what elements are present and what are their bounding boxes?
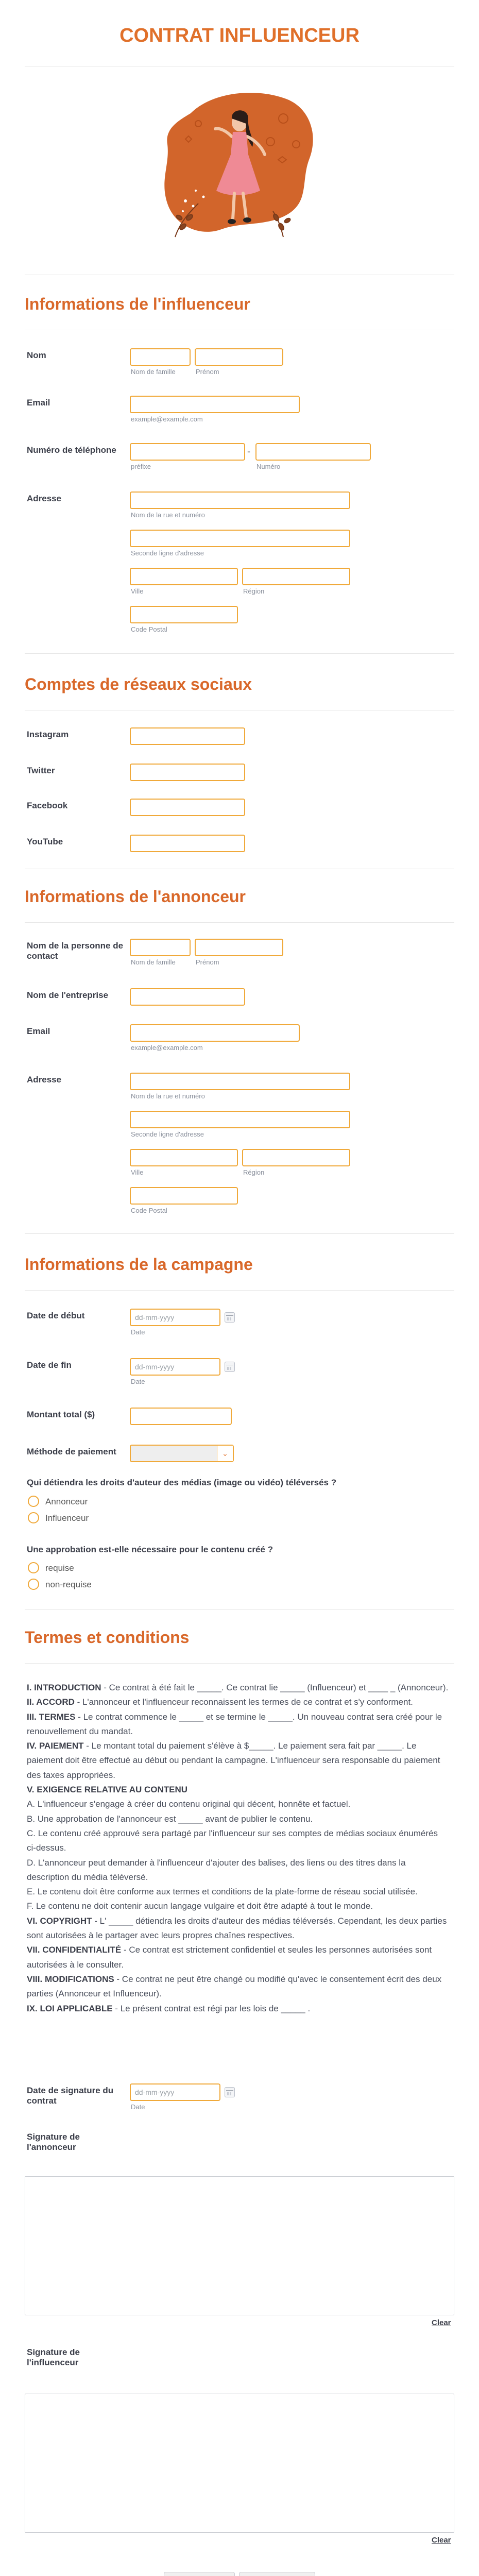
radio-influenceur[interactable]	[28, 1512, 39, 1523]
advertiser-signature-pad[interactable]	[25, 2176, 454, 2315]
terms-exigence-b: B. Une approbation de l'annonceur est _____ avant de publier le contenu.	[27, 1814, 313, 1824]
advertiser-email-input[interactable]	[130, 1024, 300, 1042]
first-name-sublabel: Prénom	[196, 368, 219, 376]
advertiser-city-input[interactable]	[130, 1149, 238, 1166]
terms-exigence-d: D. L'annonceur peut demander à l'influenceur d'ajouter des balises, des liens ou des titres dans la description du média téléversé.	[27, 1857, 406, 1882]
company-name-label: Nom de l'entreprise	[27, 990, 109, 1000]
divider	[25, 1663, 454, 1664]
street-sublabel: Nom de la rue et numéro	[131, 511, 205, 519]
terms-exigence-c: C. Le contenu créé approuvé sera partagé par l'influenceur sur ses comptes de médias sociaux énumérés ci-dessus.	[27, 1828, 438, 1853]
terms-exigence-a: A. L'influenceur s'engage à créer du contenu original qui décent, honnête et factuel.	[27, 1799, 351, 1809]
last-name-sublabel: Nom de famille	[131, 368, 176, 376]
influencer-postal-input[interactable]	[130, 606, 238, 623]
contact-first-name-sublabel: Prénom	[196, 958, 219, 966]
contact-first-name-input[interactable]	[195, 939, 283, 956]
print-button[interactable]	[239, 2572, 315, 2576]
radio-label-non-requise: non-requise	[45, 1580, 92, 1589]
calendar-icon[interactable]	[225, 1362, 235, 1372]
company-name-input[interactable]	[130, 988, 245, 1006]
influencer-email-input[interactable]	[130, 396, 300, 413]
radio-label-annonceur: Annonceur	[45, 1497, 88, 1506]
end-date-input[interactable]: dd-mm-yyyy	[130, 1358, 220, 1376]
influencer-signature-label: Signature de l'influenceur	[27, 2347, 80, 2367]
influencer-name-label: Nom	[27, 350, 46, 360]
terms-termes: III. TERMES - Le contrat commence le _____ et se termine le _____. Un nouveau contrat sera créé pour le renouvellement du mandat.	[27, 1711, 442, 1736]
divider	[25, 922, 454, 923]
divider	[25, 1290, 454, 1291]
calendar-icon[interactable]	[225, 2087, 235, 2097]
influencer-street2-input[interactable]	[130, 530, 350, 547]
email-sublabel: example@example.com	[131, 415, 203, 423]
instagram-input[interactable]	[130, 727, 245, 745]
copyright-question: Qui détiendra les droits d'auteur des médias (image ou vidéo) téléversés ?	[27, 1478, 337, 1487]
influencer-signature-clear[interactable]: Clear	[432, 2536, 451, 2545]
payment-method-label: Méthode de paiement	[27, 1447, 116, 1456]
advertiser-postal-sublabel: Code Postal	[131, 1207, 167, 1214]
terms-modifications: VIII. MODIFICATIONS - Ce contrat ne peut être changé ou modifié qu'avec le consentement écrit des deux parties (Annonceur et Influenceur).	[27, 1974, 442, 1999]
twitter-label: Twitter	[27, 766, 55, 775]
divider	[25, 653, 454, 654]
influencer-email-label: Email	[27, 398, 50, 408]
region-sublabel: Région	[243, 587, 265, 595]
advertiser-signature-clear[interactable]: Clear	[432, 2318, 451, 2327]
influencer-street-input[interactable]	[130, 492, 350, 509]
youtube-label: YouTube	[27, 837, 63, 846]
city-sublabel: Ville	[131, 587, 144, 595]
form-title: CONTRAT INFLUENCEUR	[119, 25, 360, 46]
advertiser-region-input[interactable]	[242, 1149, 350, 1166]
end-date-sublabel: Date	[131, 1378, 145, 1385]
influencer-last-name-input[interactable]	[130, 348, 191, 366]
start-date-label: Date de début	[27, 1311, 85, 1320]
facebook-input[interactable]	[130, 799, 245, 816]
influencer-section-title: Informations de l'influenceur	[25, 295, 250, 313]
signature-date-label: Date de signature du contrat	[27, 2086, 114, 2106]
phone-prefix-input[interactable]	[130, 443, 245, 461]
terms-introduction: I. INTRODUCTION - Ce contrat à été fait le _____. Ce contrat lie _____ (Influenceur) et ____ _ (Annonceur).	[27, 1683, 449, 1692]
terms-paiement: IV. PAIEMENT - Le montant total du paiement s'élève à $_____. Le paiement sera fait par _____. Le paiement doit être effectué au début ou pendant la campagne. L'influenceur sera responsable du paiement des taxes appropriées.	[27, 1741, 440, 1780]
divider	[25, 1233, 454, 1234]
influencer-first-name-input[interactable]	[195, 348, 283, 366]
approval-question: Une approbation est-elle nécessaire pour le contenu créé ?	[27, 1545, 273, 1554]
advertiser-city-sublabel: Ville	[131, 1168, 144, 1176]
advertiser-postal-input[interactable]	[130, 1187, 238, 1205]
advertiser-address-label: Adresse	[27, 1075, 62, 1084]
street2-sublabel: Seconde ligne d'adresse	[131, 549, 204, 557]
start-date-input[interactable]: dd-mm-yyyy	[130, 1309, 220, 1326]
terms-accord: II. ACCORD - L'annonceur et l'influenceur reconnaissent les termes de ce contrat et s'y conforment.	[27, 1697, 413, 1707]
radio-label-requise: requise	[45, 1563, 74, 1573]
submit-button[interactable]	[164, 2572, 235, 2576]
start-date-sublabel: Date	[131, 1328, 145, 1336]
social-section-title: Comptes de réseaux sociaux	[25, 675, 252, 693]
terms-exigence-f: F. Le contenu ne doit contenir aucun langage vulgaire et doit être adapté à tout le monde.	[27, 1901, 373, 1911]
radio-requise[interactable]	[28, 1562, 39, 1573]
influencer-phone-label: Numéro de téléphone	[27, 445, 116, 455]
terms-exigence-e: E. Le contenu doit être conforme aux termes et conditions de la plate-forme de réseau social utilisée.	[27, 1887, 418, 1897]
facebook-label: Facebook	[27, 801, 68, 810]
phone-number-input[interactable]	[255, 443, 371, 461]
campaign-section-title: Informations de la campagne	[25, 1255, 253, 1274]
youtube-input[interactable]	[130, 835, 245, 852]
advertiser-region-sublabel: Région	[243, 1168, 265, 1176]
prefix-sublabel: préfixe	[131, 463, 151, 470]
end-date-label: Date de fin	[27, 1360, 72, 1370]
influencer-region-input[interactable]	[242, 568, 350, 585]
terms-section-title: Termes et conditions	[25, 1628, 190, 1647]
payment-method-select[interactable]	[130, 1445, 234, 1462]
influencer-city-input[interactable]	[130, 568, 238, 585]
advertiser-email-label: Email	[27, 1026, 50, 1036]
advertiser-street-input[interactable]	[130, 1073, 350, 1090]
advertiser-street-sublabel: Nom de la rue et numéro	[131, 1092, 205, 1100]
signature-date-input[interactable]: dd-mm-yyyy	[130, 2083, 220, 2101]
radio-label-influenceur: Influenceur	[45, 1513, 89, 1523]
divider	[25, 1609, 454, 1610]
total-amount-input[interactable]	[130, 1408, 232, 1425]
advertiser-email-sublabel: example@example.com	[131, 1044, 203, 1052]
terms-loi: IX. LOI APPLICABLE - Le présent contrat est régi par les lois de _____ .	[27, 2003, 311, 2013]
instagram-label: Instagram	[27, 730, 69, 739]
contact-last-name-sublabel: Nom de famille	[131, 958, 176, 966]
contact-last-name-input[interactable]	[130, 939, 191, 956]
postal-sublabel: Code Postal	[131, 625, 167, 633]
header-illustration	[155, 82, 324, 247]
advertiser-street2-input[interactable]	[130, 1111, 350, 1128]
calendar-icon[interactable]	[225, 1312, 235, 1323]
terms-copyright: VI. COPYRIGHT - L' _____ détiendra les droits d'auteur des médias téléversés. Cependant, les deux parties sont autorisées à le partager avec leurs propres chaînes respectives.	[27, 1916, 447, 1941]
advertiser-signature-label: Signature de l'annonceur	[27, 2132, 80, 2152]
radio-annonceur[interactable]	[28, 1496, 39, 1507]
phone-dash: -	[247, 446, 250, 456]
advertiser-street2-sublabel: Seconde ligne d'adresse	[131, 1130, 204, 1138]
influencer-address-label: Adresse	[27, 494, 62, 503]
influencer-signature-pad[interactable]	[25, 2394, 454, 2533]
advertiser-section-title: Informations de l'annonceur	[25, 887, 246, 906]
chevron-down-icon[interactable]: ⌄	[217, 1446, 233, 1461]
twitter-input[interactable]	[130, 764, 245, 781]
terms-text	[27, 1681, 449, 2016]
number-sublabel: Numéro	[256, 463, 281, 470]
radio-non-requise[interactable]	[28, 1579, 39, 1590]
total-amount-label: Montant total ($)	[27, 1410, 95, 1419]
terms-confidentialite: VII. CONFIDENTIALITÉ - Ce contrat est strictement confidentiel et seules les personnes autorisées sont autorisées à le consulter.	[27, 1945, 432, 1970]
signature-date-sublabel: Date	[131, 2103, 145, 2111]
terms-exigence: V. EXIGENCE RELATIVE AU CONTENU	[27, 1785, 188, 1795]
contact-name-label: Nom de la personne de contact	[27, 941, 124, 961]
